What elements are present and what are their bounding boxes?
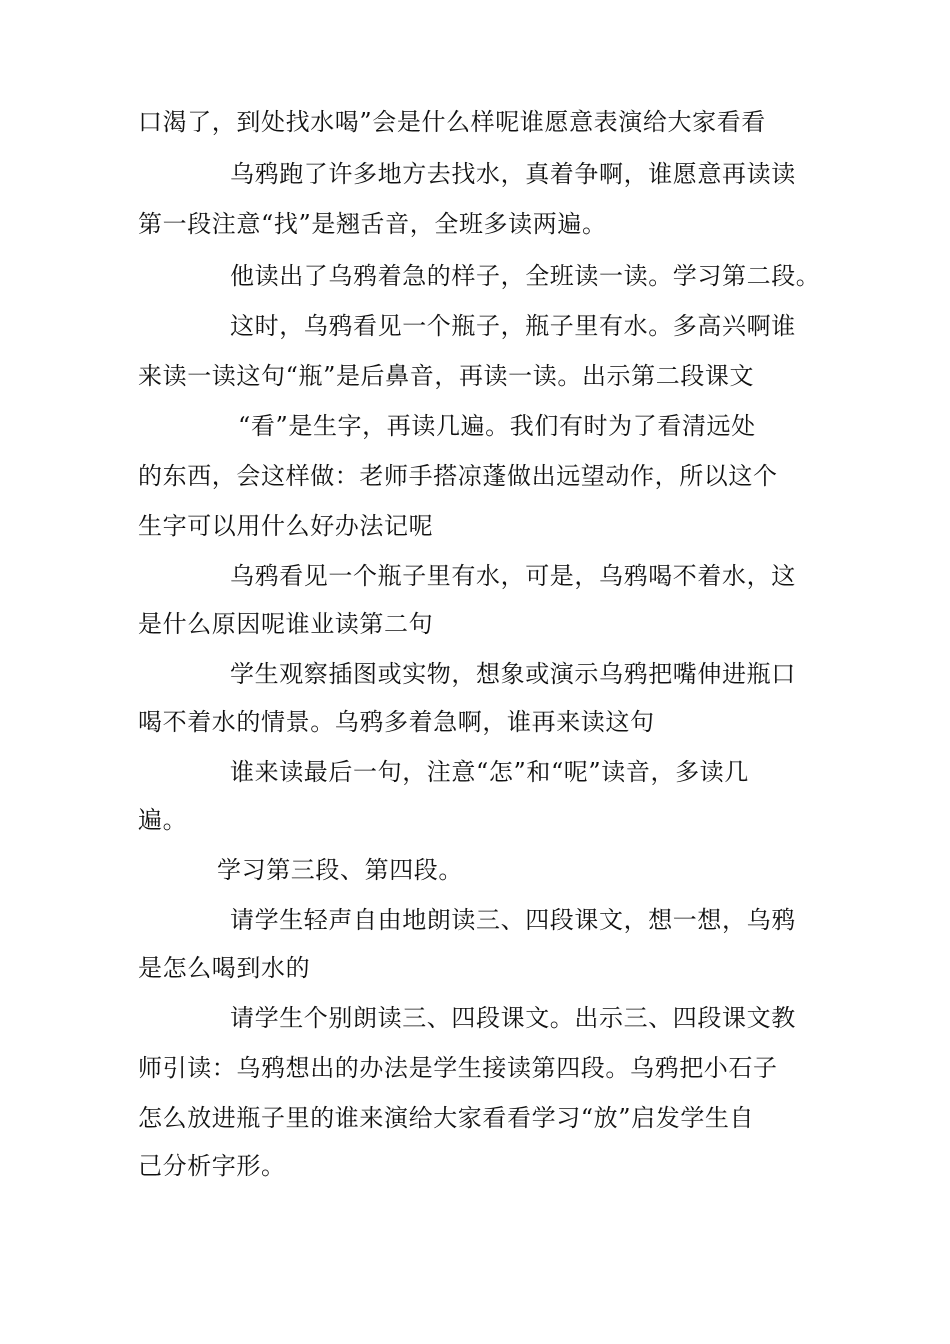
text-line: 请学生轻声自由地朗读三、四段课文，想一想，乌鸦	[230, 906, 796, 934]
text-line: 他读出了乌鸦着急的样子，全班读一读。学习第二段。	[230, 262, 821, 290]
text-line: 己分析字形。	[138, 1152, 286, 1180]
text-line: 是什么原因呢谁业读第二句	[138, 610, 434, 638]
text-line: 的东西，会这样做：老师手搭凉蓬做出远望动作，所以这个	[138, 462, 778, 490]
text-line: 请学生个别朗读三、四段课文。出示三、四段课文教	[230, 1004, 796, 1032]
text-line: 生字可以用什么好办法记呢	[138, 512, 434, 540]
text-line: 乌鸦跑了许多地方去找水，真着争啊，谁愿意再读读	[230, 160, 796, 188]
text-line: 谁来读最后一句，注意“怎”和“呢”读音，多读几	[230, 758, 749, 786]
text-line: 来读一读这句“瓶”是后鼻音，再读一读。出示第二段课文	[138, 362, 755, 390]
text-line: 怎么放进瓶子里的谁来演给大家看看学习“放”启发学生自	[138, 1104, 755, 1132]
text-line: 是怎么喝到水的	[138, 954, 311, 982]
text-line: “看”是生字，再读几遍。我们有时为了看清远处	[238, 412, 756, 440]
text-line: 学习第三段、第四段。	[217, 856, 463, 884]
text-line: 第一段注意“找”是翘舌音，全班多读两遍。	[138, 210, 607, 238]
text-line: 学生观察插图或实物，想象或演示乌鸦把嘴伸进瓶口	[230, 660, 796, 688]
text-line: 遍。	[138, 806, 188, 834]
text-line: 乌鸦看见一个瓶子里有水，可是，乌鸦喝不着水，这	[230, 562, 796, 590]
text-line: 这时，乌鸦看见一个瓶子，瓶子里有水。多高兴啊谁	[230, 312, 796, 340]
text-line: 喝不着水的情景。乌鸦多着急啊，谁再来读这句	[138, 708, 655, 736]
text-line: 师引读：乌鸦想出的办法是学生接读第四段。乌鸦把小石子	[138, 1054, 778, 1082]
text-line: 口渴了，到处找水喝”会是什么样呢谁愿意表演给大家看看	[138, 108, 766, 136]
